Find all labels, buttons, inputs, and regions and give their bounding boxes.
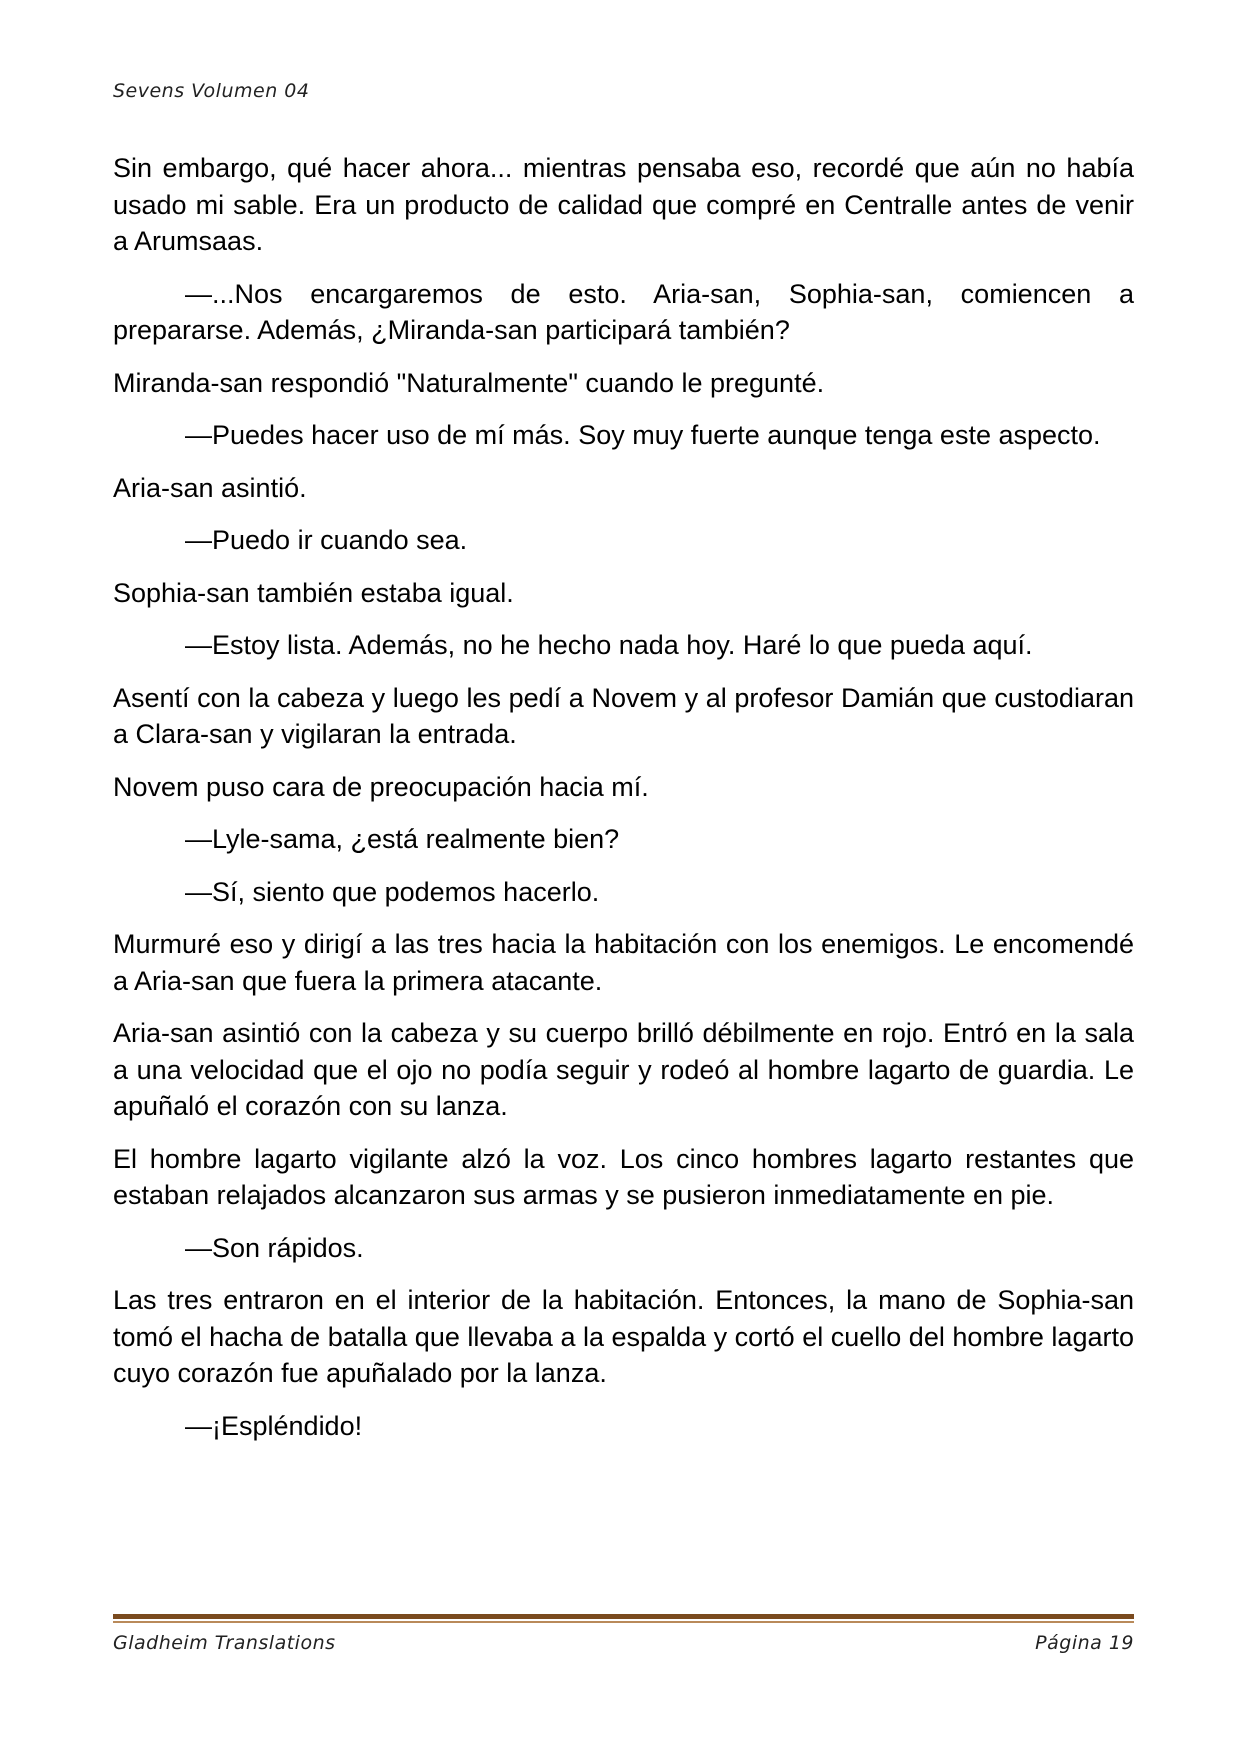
footer-rule [113, 1614, 1134, 1623]
paragraph-dialogue: —¡Espléndido! [185, 1410, 363, 1441]
paragraph-dialogue: —...Nos encargaremos de esto. Aria-san, Sophia-san, comiencen a prepararse. Además, ¿Miranda-san participará también? [113, 278, 1134, 345]
footer-page-number: Página 19 [1035, 1632, 1134, 1654]
paragraph-narration: Las tres entraron en el interior de la habitación. Entonces, la mano de Sophia-san tomó el hacha de batalla que llevaba a la espalda y cortó el cuello del hombre lagarto cuyo corazón fue apuñalado por la lanza. [113, 1285, 1134, 1388]
paragraph-narration: Aria-san asintió. [113, 472, 307, 503]
paragraph-narration: Miranda-san respondió "Naturalmente" cuando le pregunté. [113, 367, 825, 398]
paragraph-narration: Asentí con la cabeza y luego les pedí a Novem y al profesor Damián que custodiaran a Clara-san y vigilaran la entrada. [113, 682, 1134, 749]
footer-publisher: Gladheim Translations [113, 1632, 336, 1654]
paragraph-narration: Sophia-san también estaba igual. [113, 577, 514, 608]
paragraph-dialogue: —Puedes hacer uso de mí más. Soy muy fuerte aunque tenga este aspecto. [185, 420, 1101, 450]
running-header: Sevens Volumen 04 [113, 80, 310, 102]
paragraph-narration: Novem puso cara de preocupación hacia mí. [113, 771, 649, 802]
paragraph-narration: Murmuré eso y dirigí a las tres hacia la habitación con los enemigos. Le encomendé a Aria-san que fuera la primera atacante. [113, 929, 1134, 996]
paragraph-dialogue: —Lyle-sama, ¿está realmente bien? [185, 824, 620, 854]
footer-rule-thin [113, 1621, 1134, 1623]
paragraph-narration: Sin embargo, qué hacer ahora... mientras pensaba eso, recordé que aún no había usado mi sable. Era un producto de calidad que compré en Centralle antes de venir a Arumsaas. [113, 153, 1134, 256]
body-text [113, 150, 1134, 1460]
paragraph-dialogue: —Sí, siento que podemos hacerlo. [185, 876, 600, 907]
paragraph-narration: El hombre lagarto vigilante alzó la voz. Los cinco hombres lagarto restantes que estaban relajados alcanzaron sus armas y se pusieron inmediatamente en pie. [113, 1143, 1134, 1210]
paragraph-dialogue: —Puedo ir cuando sea. [185, 525, 468, 555]
footer-rule-thick [113, 1614, 1134, 1619]
paragraph-dialogue: —Estoy lista. Además, no he hecho nada hoy. Haré lo que pueda aquí. [185, 630, 1033, 660]
paragraph-dialogue: —Son rápidos. [185, 1232, 364, 1263]
paragraph-narration: Aria-san asintió con la cabeza y su cuerpo brilló débilmente en rojo. Entró en la sala a una velocidad que el ojo no podía seguir y rodeó al hombre lagarto de guardia. Le apuñaló el corazón con su lanza. [113, 1018, 1134, 1121]
